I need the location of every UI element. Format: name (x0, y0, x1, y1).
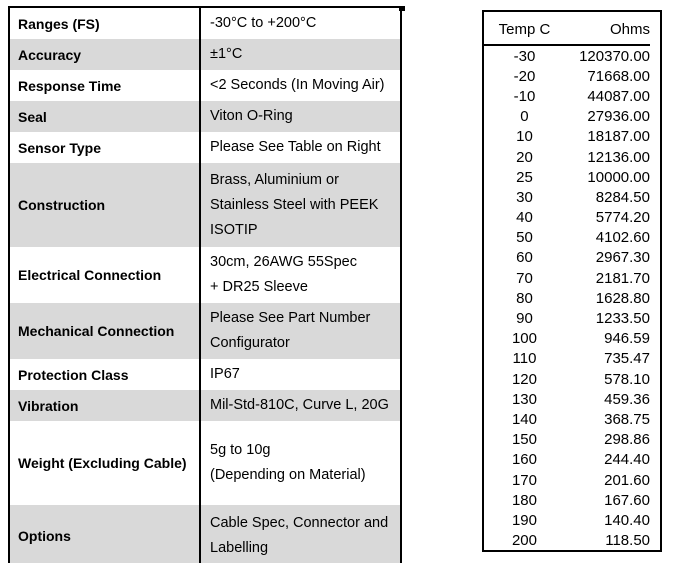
spec-value-line: <2 Seconds (In Moving Air) (210, 77, 385, 93)
spec-value (201, 421, 400, 505)
spec-value (201, 505, 400, 563)
temp-ohms-row (484, 470, 660, 490)
temp-ohms-row (484, 450, 660, 470)
temp-value: 110 (512, 350, 537, 368)
temp-value: 20 (516, 148, 533, 166)
spec-value (201, 163, 400, 247)
spec-label: Mechanical Connection (10, 303, 201, 359)
spec-value (201, 303, 400, 359)
spec-value-line: 30cm, 26AWG 55Spec (210, 254, 357, 270)
spec-value-line: Please See Table on Right (210, 139, 381, 155)
temp-value: -20 (513, 67, 536, 85)
spec-label: Electrical Connection (10, 247, 201, 303)
ohms-value: 2181.70 (595, 269, 650, 287)
ohms-value: 118.50 (605, 532, 650, 550)
ohms-value: 120370.00 (579, 47, 650, 65)
temp-ohms-row (484, 86, 660, 106)
temp-ohms-row (484, 389, 660, 409)
temp-ohms-row (484, 430, 660, 450)
temp-ohms-row (484, 208, 660, 228)
temp-value: 0 (520, 108, 529, 126)
temp-value: 150 (511, 431, 537, 449)
temp-ohms-row (484, 369, 660, 389)
temp-ohms-row (484, 66, 660, 86)
ohms-value: 1628.80 (595, 289, 650, 307)
spec-value (201, 359, 400, 390)
ohms-value: 8284.50 (595, 188, 650, 206)
temp-value: 25 (516, 168, 533, 186)
specification-table (8, 6, 402, 563)
temp-value: 80 (516, 289, 533, 307)
spec-row (10, 8, 400, 39)
spec-label: Seal (10, 101, 201, 132)
spec-row (10, 421, 400, 505)
temp-value: 160 (511, 451, 537, 469)
ohms-value: 298.86 (604, 431, 650, 449)
temp-value: -30 (513, 47, 536, 65)
spec-row (10, 247, 400, 303)
ohms-value: 2967.30 (595, 249, 650, 267)
temp-column-header: Temp C (498, 20, 551, 38)
spec-value-line: Stainless Steel with PEEK (210, 196, 379, 213)
ohms-value: 140.40 (604, 511, 650, 529)
spec-label: Weight (Excluding Cable) (10, 421, 201, 505)
spec-label: Sensor Type (10, 132, 201, 163)
temp-ohms-table (482, 10, 662, 552)
spec-row (10, 303, 400, 359)
spec-value-line: Viton O-Ring (210, 108, 293, 124)
spec-value-line: 5g to 10g (210, 442, 271, 458)
temp-value: 30 (516, 188, 533, 206)
ohms-value: 71668.00 (587, 67, 650, 85)
ohms-value: 44087.00 (587, 87, 650, 105)
spec-value-line: Cable Spec, Connector and (210, 514, 389, 531)
spec-row (10, 390, 400, 421)
spec-label: Vibration (10, 390, 201, 421)
temp-ohms-row (484, 167, 660, 187)
temp-ohms-row (484, 329, 660, 349)
temp-ohms-row (484, 46, 660, 66)
temp-value: -10 (513, 87, 536, 105)
spec-value-line: (Depending on Material) (210, 467, 366, 483)
ohms-value: 27936.00 (587, 108, 650, 126)
ohms-value: 201.60 (604, 471, 650, 489)
temp-value: 190 (511, 511, 537, 529)
temp-ohms-row (484, 308, 660, 328)
temp-ohms-row (484, 127, 660, 147)
spec-label: Accuracy (10, 39, 201, 70)
spec-label: Construction (10, 163, 201, 247)
ohms-value: 1233.50 (595, 310, 650, 328)
temp-value: 50 (516, 229, 533, 247)
ohms-value: 368.75 (604, 410, 650, 428)
spec-row (10, 39, 400, 70)
temp-ohms-row (484, 228, 660, 248)
ohms-value: 4102.60 (595, 229, 650, 247)
temp-ohms-row (484, 531, 660, 551)
temp-value: 90 (516, 310, 533, 328)
spec-value (201, 70, 400, 101)
ohms-value: 10000.00 (587, 168, 650, 186)
spec-label: Options (10, 505, 201, 563)
spec-value (201, 39, 400, 70)
spec-row (10, 359, 400, 390)
spec-row (10, 505, 400, 563)
temp-value: 60 (516, 249, 533, 267)
ohms-value: 459.36 (604, 390, 650, 408)
temp-ohms-header-row (484, 12, 660, 44)
ohms-value: 946.59 (604, 330, 650, 348)
ohms-value: 5774.20 (595, 209, 650, 227)
temp-ohms-row (484, 349, 660, 369)
ohms-value: 167.60 (604, 491, 650, 509)
spec-value-line: Labelling (210, 539, 269, 556)
spec-value-line: Please See Part Number (210, 310, 371, 326)
spec-row (10, 132, 400, 163)
spec-value-line: Configurator (210, 335, 290, 351)
spec-value (201, 247, 400, 303)
temp-ohms-row (484, 409, 660, 429)
spec-value (201, 101, 400, 132)
temp-value: 200 (511, 532, 537, 550)
spec-value (201, 132, 400, 163)
ohms-value: 578.10 (604, 370, 650, 388)
spec-value-line: + DR25 Sleeve (210, 279, 308, 295)
temp-ohms-row (484, 288, 660, 308)
spec-row (10, 70, 400, 101)
temp-ohms-row (484, 107, 660, 127)
ohms-value: 12136.00 (587, 148, 650, 166)
temp-ohms-row (484, 510, 660, 530)
temp-ohms-row (484, 248, 660, 268)
spec-label: Response Time (10, 70, 201, 101)
temp-ohms-row (484, 147, 660, 167)
temp-value: 100 (511, 330, 537, 348)
spec-value-line: ±1°C (210, 46, 243, 62)
ohms-value: 244.40 (604, 451, 650, 469)
ohms-value: 735.47 (604, 350, 650, 368)
spec-label: Protection Class (10, 359, 201, 390)
spec-value (201, 8, 400, 39)
temp-value: 70 (516, 269, 533, 287)
temp-value: 10 (516, 128, 533, 146)
spec-value-line: ISOTIP (210, 221, 258, 238)
temp-ohms-row (484, 268, 660, 288)
spec-row (10, 101, 400, 132)
spec-value (201, 390, 400, 421)
spec-value-line: Brass, Aluminium or (210, 171, 339, 188)
temp-value: 180 (511, 491, 537, 509)
temp-value: 120 (511, 370, 537, 388)
spec-value-line: IP67 (210, 366, 240, 382)
temp-value: 130 (511, 390, 537, 408)
temp-value: 140 (511, 410, 537, 428)
temp-ohms-rows (484, 46, 660, 551)
temp-value: 170 (511, 471, 537, 489)
ohms-value: 18187.00 (587, 128, 650, 146)
temp-ohms-row (484, 490, 660, 510)
spec-row (10, 163, 400, 247)
temp-value: 40 (516, 209, 533, 227)
spec-value-line: Mil-Std-810C, Curve L, 20G (210, 397, 389, 413)
ohms-column-header: Ohms (609, 20, 650, 38)
spec-value-line: -30°C to +200°C (210, 15, 317, 31)
spec-label: Ranges (FS) (10, 8, 201, 39)
temp-ohms-row (484, 187, 660, 207)
